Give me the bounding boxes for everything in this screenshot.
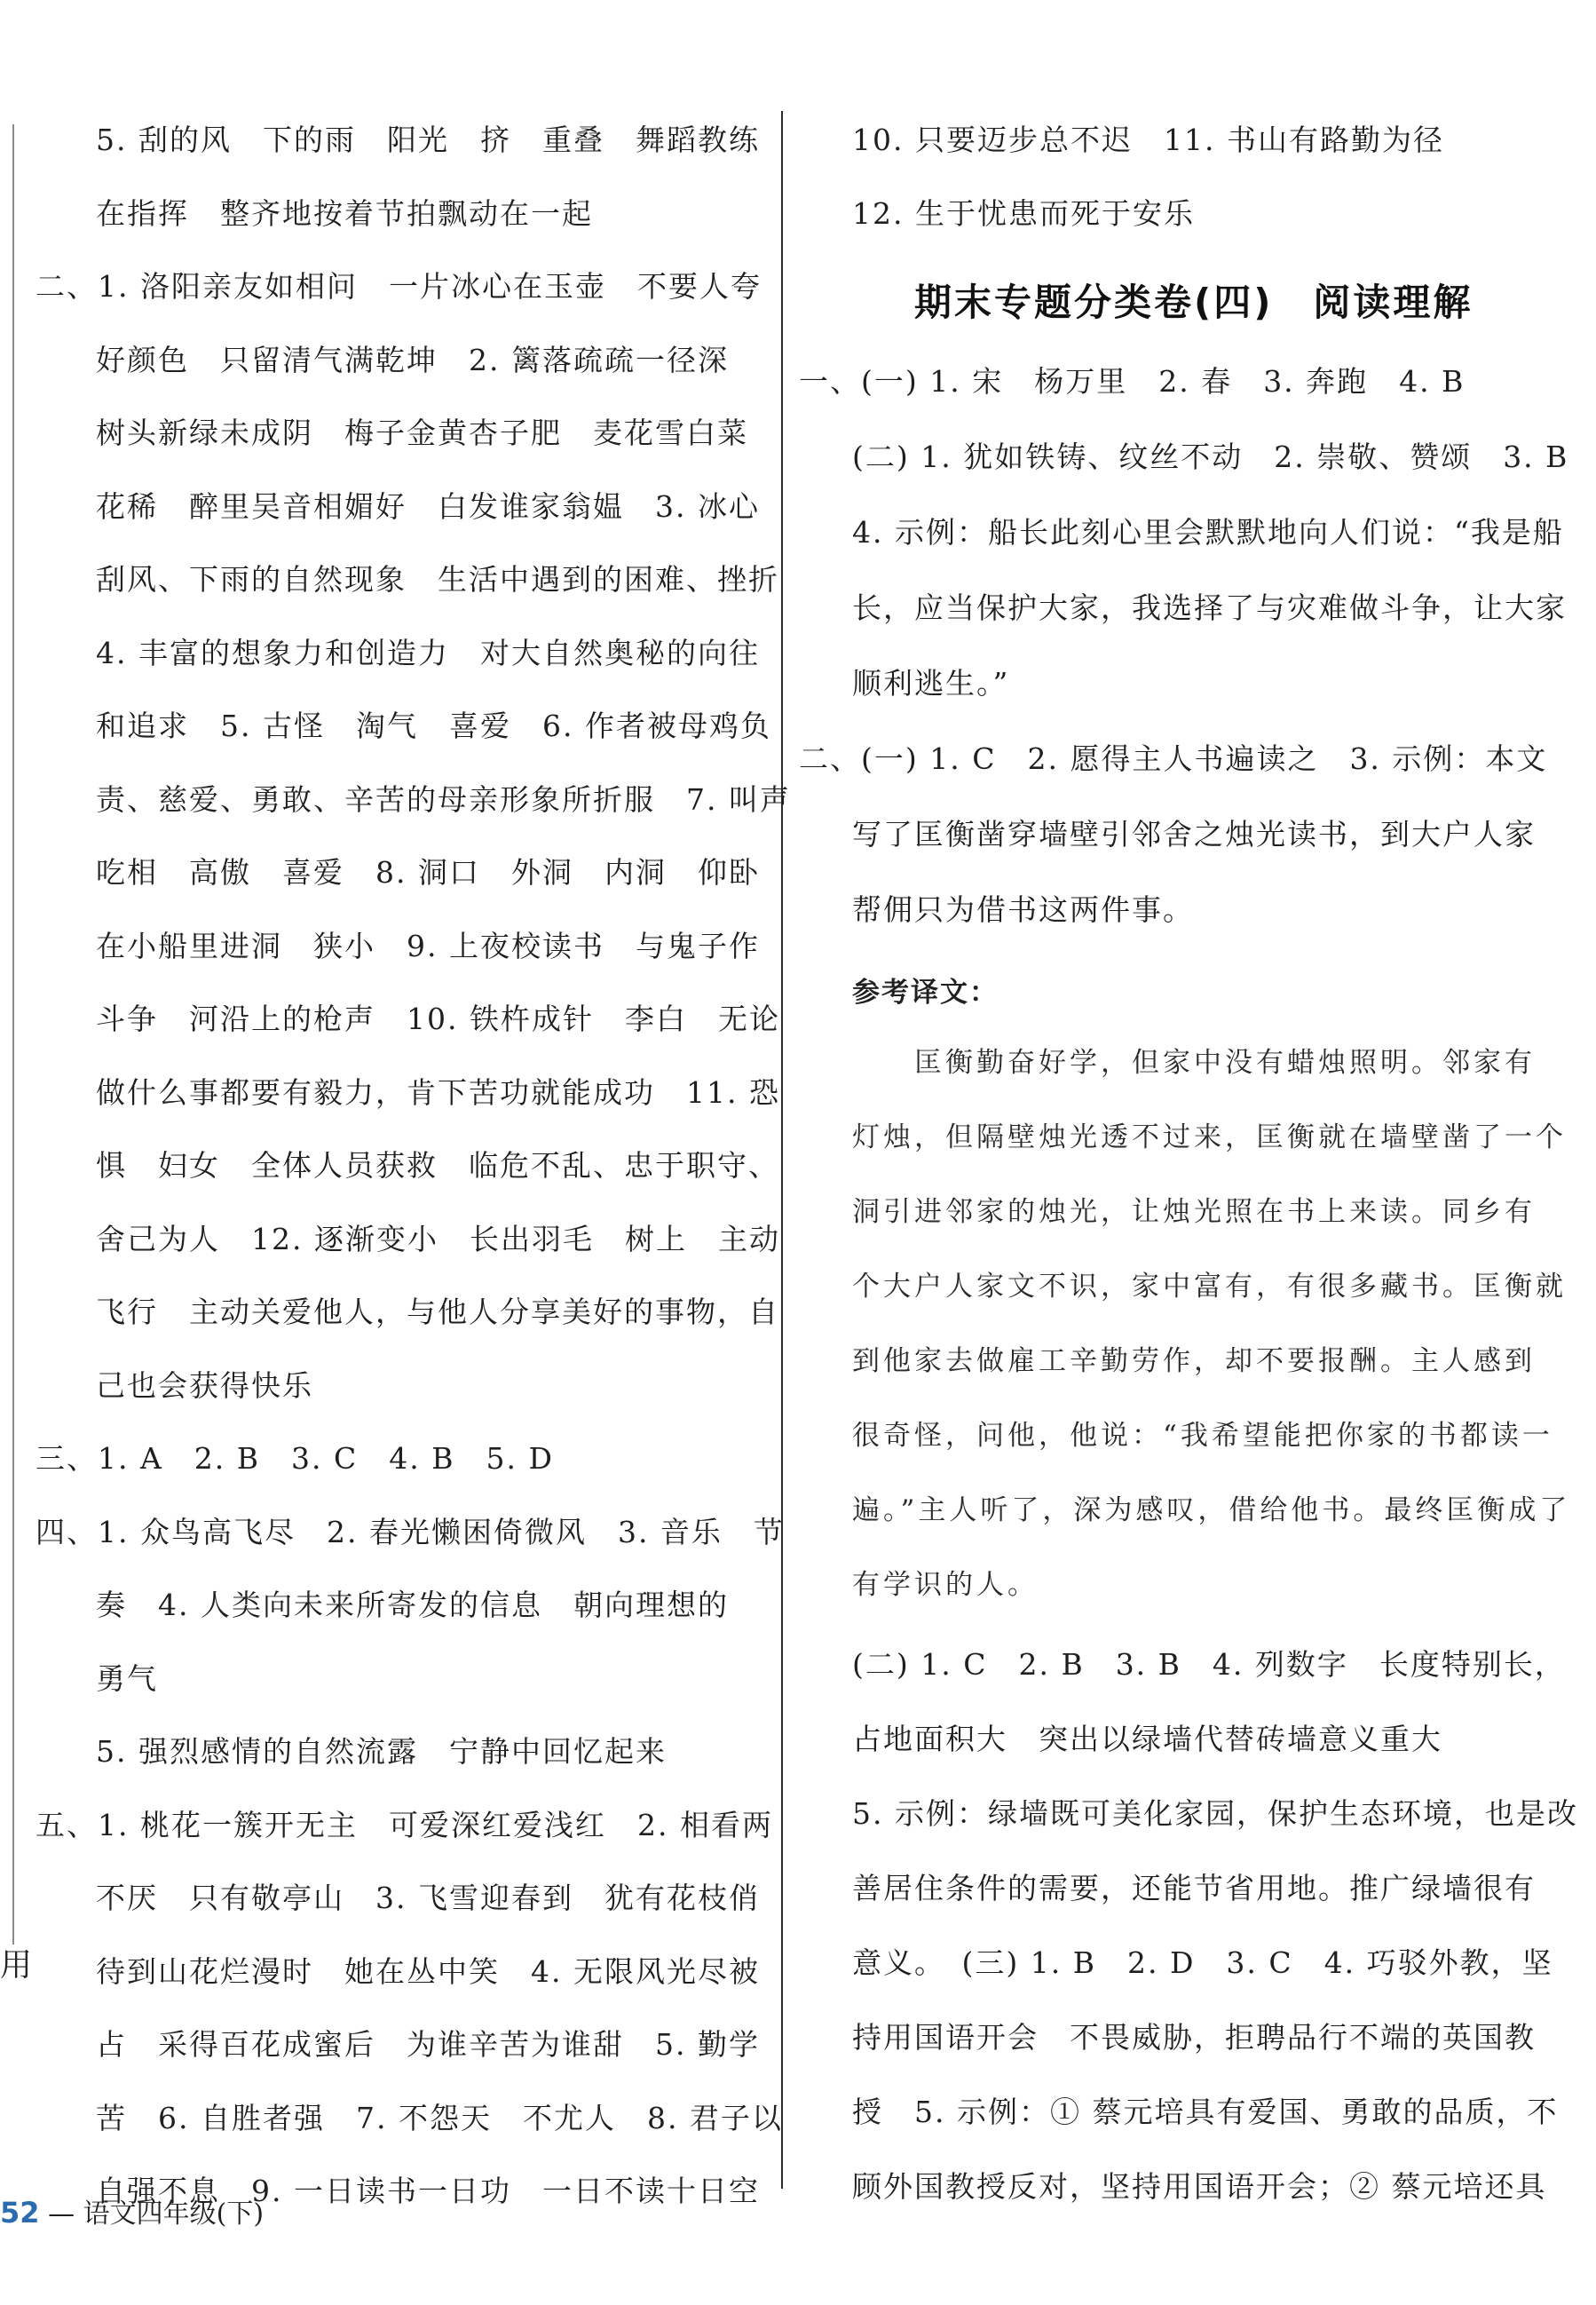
page-footer: [0, 2191, 264, 2230]
text-line: 洞引进邻家的烛光，让烛光照在书上来读。同乡有: [852, 1196, 1536, 1228]
text-line: 5. 强烈感情的自然流露 宁静中回忆起来: [96, 1734, 667, 1769]
text-line: 12. 生于忧患而死于安乐: [852, 196, 1195, 231]
text-line: 5. 刮的风 下的雨 阳光 挤 重叠 舞蹈教练: [96, 123, 760, 157]
text-line: 做什么事都要有毅力，肯下苦功就能成功 11. 恐: [96, 1074, 780, 1110]
text-line: 斗争 河沿上的枪声 10. 铁杵成针 李白 无论: [96, 1002, 780, 1036]
text-line: 4. 示例：船长此刻心里会默默地向人们说：“我是船: [852, 515, 1564, 550]
column-divider: [781, 111, 783, 2189]
text-line: (二) 1. C 2. B 3. B 4. 列数字 长度特别长，: [852, 1647, 1566, 1682]
text-line: 长，应当保护大家，我选择了与灾难做斗争，让大家: [852, 590, 1567, 625]
text-line: 5. 示例：绿墙既可美化家园，保护生态环境，也是改: [852, 1796, 1578, 1831]
text-line: 到他家去做雇工辛勤劳作，却不要报酬。主人感到: [852, 1345, 1536, 1377]
text-line: 授 5. 示例：① 蔡元培具有爱国、勇敢的品质，不: [852, 2095, 1559, 2129]
text-line: 苦 6. 自胜者强 7. 不怨天 不尤人 8. 君子以: [96, 2100, 783, 2135]
text-line: 10. 只要迈步总不迟 11. 书山有路勤为径: [852, 123, 1444, 157]
footer-dash: —: [48, 2198, 75, 2230]
text-line: 匡衡勤奋好学，但家中没有蜡烛照明。邻家有: [852, 1047, 1536, 1079]
reference-translation-heading: 参考译文：: [852, 977, 999, 1009]
text-line: 花稀 醉里吴音相媚好 白发谁家翁媪 3. 冰心: [96, 488, 760, 524]
text-line: 好颜色 只留清气满乾坤 2. 篱落疏疏一径深: [96, 342, 729, 377]
text-line: 飞行 主动关爱他人，与他人分享美好的事物，自: [96, 1295, 779, 1329]
text-line: 在指挥 整齐地按着节拍飘动在一起: [96, 195, 593, 231]
text-line: (二) 1. 犹如铁铸、纹丝不动 2. 崇敬、赞颂 3. B: [852, 440, 1569, 474]
text-line: 很奇怪，问他，他说：“我希望能把你家的书都读一: [852, 1420, 1553, 1452]
text-line: 占 采得百花成蜜后 为谁辛苦为谁甜 5. 勤学: [96, 2027, 760, 2062]
text-line: 自强不息 9. 一日读书一日功 一日不读十日空: [96, 2174, 760, 2208]
text-line: 三、1. A 2. B 3. C 4. B 5. D: [36, 1441, 554, 1476]
text-line: 责、慈爱、勇敢、辛苦的母亲形象所折服 7. 叫声: [96, 781, 791, 817]
text-line: 帮佣只为借书这两件事。: [852, 892, 1194, 927]
text-line: 顾外国教授反对，坚持用国语开会；② 蔡元培还具: [852, 2169, 1547, 2204]
text-line: 惧 妇女 全体人员获救 临危不乱、忠于职守、: [96, 1148, 779, 1183]
text-line: 善居住条件的需要，还能节省用地。推广绿墙很有: [852, 1871, 1536, 1905]
section-title: 期末专题分类卷(四) 阅读理解: [914, 281, 1474, 324]
text-line: 勇气: [96, 1660, 158, 1696]
text-line: 二、(一) 1. C 2. 愿得主人书遍读之 3. 示例：本文: [799, 741, 1548, 776]
text-line: 顺利逃生。”: [852, 666, 1010, 701]
text-line: 有学识的人。: [852, 1569, 1039, 1601]
text-line: 待到山花烂漫时 她在丛中笑 4. 无限风光尽被: [96, 1953, 760, 1989]
text-line: 己也会获得快乐: [96, 1367, 313, 1403]
text-line: 吃相 高傲 喜爱 8. 洞口 外洞 内洞 仰卧: [96, 855, 760, 890]
text-line: 写了匡衡凿穿墙壁引邻舍之烛光读书，到大户人家: [852, 817, 1536, 852]
text-line: 4. 丰富的想象力和创造力 对大自然奥秘的向往: [96, 635, 760, 670]
left-edge-rule: [12, 124, 14, 1945]
text-line: 个大户人家文不识，家中富有，有很多藏书。匡衡就: [852, 1271, 1567, 1303]
text-line: 四、1. 众鸟高飞尽 2. 春光懒困倚微风 3. 音乐 节: [36, 1514, 785, 1549]
text-line: 遍。”主人听了，深为感叹，借给他书。最终匡衡成了: [852, 1494, 1571, 1526]
text-line: 灯烛，但隔壁烛光透不过来，匡衡就在墙壁凿了一个: [852, 1121, 1567, 1153]
text-line: 占地面积大 突出以绿墙代替砖墙意义重大: [852, 1722, 1442, 1756]
footer-book-title: 语文四年级(下): [83, 2198, 265, 2230]
text-line: 意义。 (三) 1. B 2. D 3. C 4. 巧驳外教，坚: [852, 1945, 1553, 1980]
edge-fragment-char: 用: [0, 1947, 33, 1984]
text-line: 奏 4. 人类向未来所寄发的信息 朝向理想的: [96, 1588, 729, 1622]
text-line: 和追求 5. 古怪 淘气 喜爱 6. 作者被母鸡负: [96, 709, 771, 743]
text-line: 五、1. 桃花一簇开无主 可爱深红爱浅红 2. 相看两: [36, 1807, 773, 1842]
text-line: 二、1. 洛阳亲友如相问 一片冰心在玉壶 不要人夸: [36, 269, 762, 304]
text-line: 不厌 只有敬亭山 3. 飞雪迎春到 犹有花枝俏: [96, 1881, 760, 1915]
page-number: 52: [0, 2196, 40, 2230]
text-line: 舍己为人 12. 逐渐变小 长出羽毛 树上 主动: [96, 1221, 780, 1256]
text-line: 一、(一) 1. 宋 杨万里 2. 春 3. 奔跑 4. B: [799, 364, 1466, 399]
text-line: 树头新绿未成阴 梅子金黄杏子肥 麦花雪白菜: [96, 416, 748, 450]
text-line: 持用国语开会 不畏威胁，拒聘品行不端的英国教: [852, 2020, 1536, 2055]
text-line: 刮风、下雨的自然现象 生活中遇到的困难、挫折: [96, 562, 779, 597]
text-line: 在小船里进洞 狭小 9. 上夜校读书 与鬼子作: [96, 928, 760, 963]
